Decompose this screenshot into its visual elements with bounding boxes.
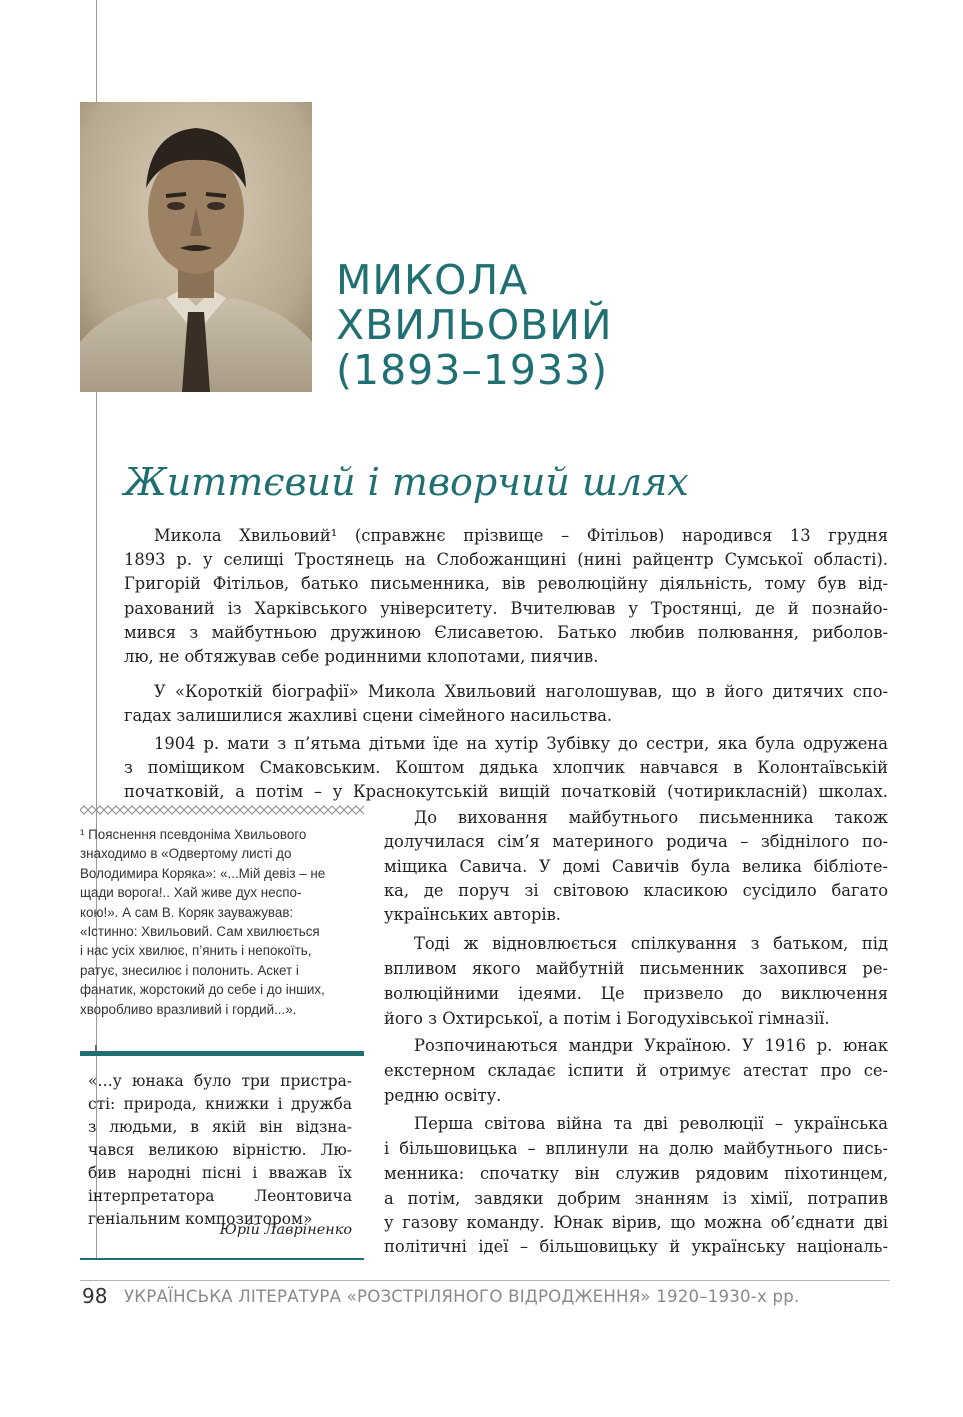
paragraph-7-line-5: у газову команду. Юнак вірив, що можна об’єднати дві — [384, 1213, 888, 1232]
paragraph-4-line-5: українських авторів. — [384, 905, 561, 924]
quote-line: «…у юнака було три пристра- — [88, 1072, 352, 1090]
paragraph-1-line-3: Григорій Фітільов, батько письменника, вів революційну діяльність, тому був від- — [124, 574, 888, 593]
paragraph-7-line-1: Перша світова війна та дві революції – українська — [414, 1114, 888, 1133]
footnote-line: кою!». А сам В. Коряк зауважував: — [80, 904, 294, 920]
paragraph-2-line-1: У «Короткій біографії» Микола Хвильовий наголошував, що в його дитячих спо- — [154, 682, 888, 701]
paragraph-1-line-6: лю, не обтяжував себе родинними клопотами, пиячив. — [124, 647, 599, 666]
paragraph-7-line-2: і більшовицька – вплинули на долю майбутнього пись- — [384, 1139, 888, 1158]
footnote-line: «Істинно: Хвильовий. Сам хвилюється — [80, 924, 320, 940]
running-title: УКРАЇНСЬКА ЛІТЕРАТУРА «РОЗСТРІЛЯНОГО ВІДРОДЖЕННЯ» 1920–1930-х рр. — [124, 1287, 800, 1306]
paragraph-2-line-2: гадах залишилися жахливі сцени сімейного насильства. — [124, 706, 613, 725]
paragraph-4-line-1: До виховання майбутнього письменника також — [414, 808, 888, 827]
paragraph-4-line-4: ка, де поруч зі світовою класикою сусідило багато — [384, 881, 888, 900]
author-title — [336, 258, 613, 393]
paragraph-1-line-1-text: Микола Хвильовий¹ (справжнє прізвище – Фітільов) народився 13 грудня — [154, 526, 888, 545]
footnote — [80, 825, 364, 1019]
side-quote — [88, 1070, 352, 1231]
author-first-name: МИКОЛА — [336, 256, 529, 304]
footnote-line: Володимира Коряка»: «...Мій девіз – не — [80, 865, 326, 881]
footer-rule — [80, 1280, 890, 1281]
paragraph-1-line-4: рахований із Харківського університету. Вчителював у Тростянці, де й познайо- — [124, 599, 888, 618]
paragraph-6-line-2: екстерном складає іспити й отримує атестат про се- — [384, 1061, 888, 1080]
quote-line: з людьми, в якій він відзна- — [88, 1118, 352, 1136]
quote-line: геніальним композитором» — [88, 1210, 313, 1228]
footnote-line: ¹ Пояснення псевдоніма Хвильового — [80, 827, 307, 842]
paragraph-1-line-5: мився з майбутньою дружиною Єлисаветою. Батько любив полювання, риболов- — [124, 623, 888, 642]
paragraph-5-line-4: його з Охтирської, а потім і Богодухівської гімназії. — [384, 1009, 830, 1028]
page-number: 98 — [82, 1284, 108, 1308]
paragraph-7-line-6: політичні ідеї – більшовицьку й українську національ- — [384, 1237, 888, 1256]
quote-line: бив народні пісні і вважав їх — [88, 1164, 352, 1182]
quote-line: чався великою вірністю. Лю- — [88, 1141, 352, 1159]
section-title: Життєвий і творчий шлях — [124, 460, 689, 504]
quote-author: Юрій Лавріненко — [219, 1222, 352, 1238]
paragraph-4-line-3: міщика Савича. У домі Савичів була велика бібліоте- — [384, 857, 888, 876]
footnote-line: фанатик, жорстокий до себе і до інших, — [80, 982, 325, 998]
paragraph-3-line-1: 1904 р. мати з п’ятьма дітьми їде на хутір Зубівку до сестри, яка була одружена — [154, 734, 888, 753]
author-last-name: ХВИЛЬОВИЙ — [336, 301, 613, 349]
paragraph-1-line-2: 1893 р. у селищі Тростянець на Слобожанщині (нині райцентр Сумської області). — [124, 550, 888, 569]
paragraph-5-line-1: Тоді ж відновлюється спілкування з батьком, під — [414, 934, 888, 953]
footnote-line: і нас усіх хвилює, п’янить і непокоїть, — [80, 943, 312, 959]
paragraph-6-line-3: редню освіту. — [384, 1086, 502, 1105]
author-years: (1893–1933) — [336, 346, 609, 394]
paragraph-1-line-1 — [124, 524, 888, 548]
paragraph-4-line-2: долучилася сім’я материного родича – збіднілого по- — [384, 832, 888, 851]
footnote-line: ратує, знесилює і полонить. Аскет і — [80, 962, 299, 978]
footnote-line: щади ворога!.. Хай живе дух неспо- — [80, 885, 302, 901]
quote-bottom-bar — [80, 1258, 364, 1260]
footnote-line: хворобливо вразливий і гордий...». — [80, 1001, 297, 1017]
paragraph-5-line-2: впливом якого майбутній письменник захопився ре- — [384, 959, 888, 978]
quote-line: інтерпретатора Леонтовича — [88, 1187, 352, 1205]
paragraph-7-line-3: менника: спочатку він служив рядовим піхотинцем, — [384, 1164, 888, 1183]
paragraph-6-line-1: Розпочинаються мандри Україною. У 1916 р. юнак — [414, 1036, 888, 1055]
footnote-line: знаходимо в «Одвертому листі до — [80, 846, 292, 862]
wavy-divider — [80, 805, 364, 815]
quote-top-bar — [80, 1051, 364, 1056]
paragraph-3-line-2: з поміщиком Смаковським. Коштом дядька хлопчик навчався в Колонтаївській — [124, 758, 888, 777]
paragraph-5-line-3: волюційними ідеями. Це призвело до виключення — [384, 984, 888, 1003]
paragraph-7-line-4: а потім, завдяки добрим знанням із хімії, потрапив — [384, 1189, 888, 1208]
portrait-photo — [80, 102, 312, 392]
paragraph-3-line-3: початковій, а потім – у Краснокутській вищій початковій (чотирикласній) школах. — [124, 782, 888, 801]
quote-tick-mark — [95, 1045, 97, 1052]
quote-line: сті: природа, книжки і дружба — [88, 1095, 352, 1113]
